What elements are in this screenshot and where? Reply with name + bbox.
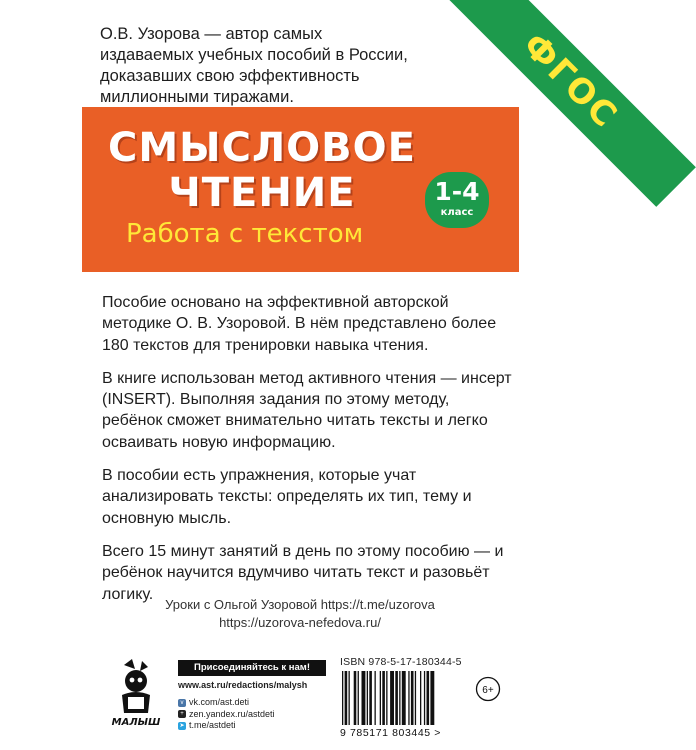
social-link-label: zen.yandex.ru/astdeti bbox=[189, 708, 275, 719]
social-link[interactable] bbox=[178, 709, 326, 721]
barcode-bar bbox=[415, 671, 416, 725]
isbn-label: ISBN 978-5-17-180344-5 bbox=[340, 656, 462, 668]
barcode-bar bbox=[386, 671, 387, 725]
paragraph: Пособие основано на эффективной авторской методике О. В. Узоровой. В нём представлено более 180 текстов для тренировки навыка чтения. bbox=[102, 294, 497, 354]
barcode-bar bbox=[367, 671, 368, 725]
barcode-bar bbox=[345, 671, 348, 725]
website-link[interactable]: https://uzorova-nefedova.ru/ bbox=[219, 615, 381, 630]
age-rating-badge bbox=[475, 676, 501, 702]
barcode-bar bbox=[402, 671, 406, 725]
barcode-bar bbox=[399, 671, 400, 725]
barcode-bar bbox=[382, 671, 385, 725]
barcode-bar bbox=[358, 671, 359, 725]
kid-figure-icon bbox=[122, 659, 150, 713]
subtitle: Работа с текстом bbox=[126, 219, 364, 249]
barcode-bar bbox=[395, 671, 398, 725]
title-line-2: ЧТЕНИЕ bbox=[168, 170, 356, 216]
corner-ribbon bbox=[430, 0, 626, 170]
paragraph: В пособии есть упражнения, которые учат анализировать тексты: определять их тип, тему и основную мысль. bbox=[102, 467, 472, 527]
barcode-block bbox=[340, 656, 470, 739]
paragraph: В книге использован метод активного чтения — инсерт (INSERT). Выполняя задания по этому методу, ребёнок сможет внимательно читать тексты и легко осваивать новую информацию. bbox=[102, 369, 512, 451]
join-us-banner: Присоединяйтесь к нам! bbox=[178, 660, 326, 676]
social-block bbox=[178, 660, 326, 732]
barcode-bar bbox=[424, 671, 425, 725]
barcode-bar bbox=[354, 671, 357, 725]
grade-number: 1-4 bbox=[434, 177, 480, 206]
barcode-number: 9 785171 803445 > bbox=[340, 727, 441, 739]
social-link-label: vk.com/ast.deti bbox=[189, 697, 250, 707]
barcode bbox=[342, 671, 468, 727]
author-links bbox=[100, 596, 500, 632]
title-line-1: СМЫСЛОВОЕ bbox=[107, 125, 416, 171]
barcode-bar bbox=[349, 671, 350, 725]
barcode-bar bbox=[411, 671, 414, 725]
paragraph: Всего 15 минут занятий в день по этому пособию — и ребёнок научится вдумчиво читать текст и разовьёт логику. bbox=[102, 542, 504, 603]
age-rating-label: 6+ bbox=[482, 685, 494, 696]
grade-badge bbox=[425, 172, 489, 228]
logo-wordmark: МАЛЫШ bbox=[111, 717, 161, 728]
grade-label: класс bbox=[440, 207, 474, 218]
social-link[interactable] bbox=[178, 720, 326, 732]
social-link-label: t.me/astdeti bbox=[189, 720, 236, 730]
barcode-bar bbox=[375, 671, 376, 725]
barcode-bar bbox=[369, 671, 372, 725]
barcode-bar bbox=[427, 671, 430, 725]
telegram-link[interactable]: Уроки с Ольгой Узоровой https://t.me/uzorova bbox=[165, 597, 435, 612]
telegram-icon: ➤ bbox=[179, 722, 185, 729]
zen-icon: + bbox=[178, 710, 186, 718]
social-link[interactable] bbox=[178, 697, 326, 709]
vk-icon: v bbox=[178, 699, 186, 707]
barcode-bar bbox=[430, 671, 434, 725]
fgos-ribbon-label: ФГОС bbox=[444, 0, 696, 207]
barcode-bar bbox=[420, 671, 421, 725]
publisher-site-link[interactable]: www.ast.ru/redactions/malysh bbox=[178, 679, 308, 690]
barcode-bar bbox=[408, 671, 409, 725]
barcode-bar bbox=[390, 671, 394, 725]
publisher-logo bbox=[102, 657, 170, 729]
author-intro: О.В. Узорова — автор самых издаваемых учебных пособий в России, доказавших свою эффективность миллионными тиражами. bbox=[100, 25, 408, 106]
barcode-bar bbox=[342, 671, 343, 725]
description bbox=[102, 292, 512, 617]
barcode-bar bbox=[380, 671, 381, 725]
barcode-bar bbox=[362, 671, 366, 725]
